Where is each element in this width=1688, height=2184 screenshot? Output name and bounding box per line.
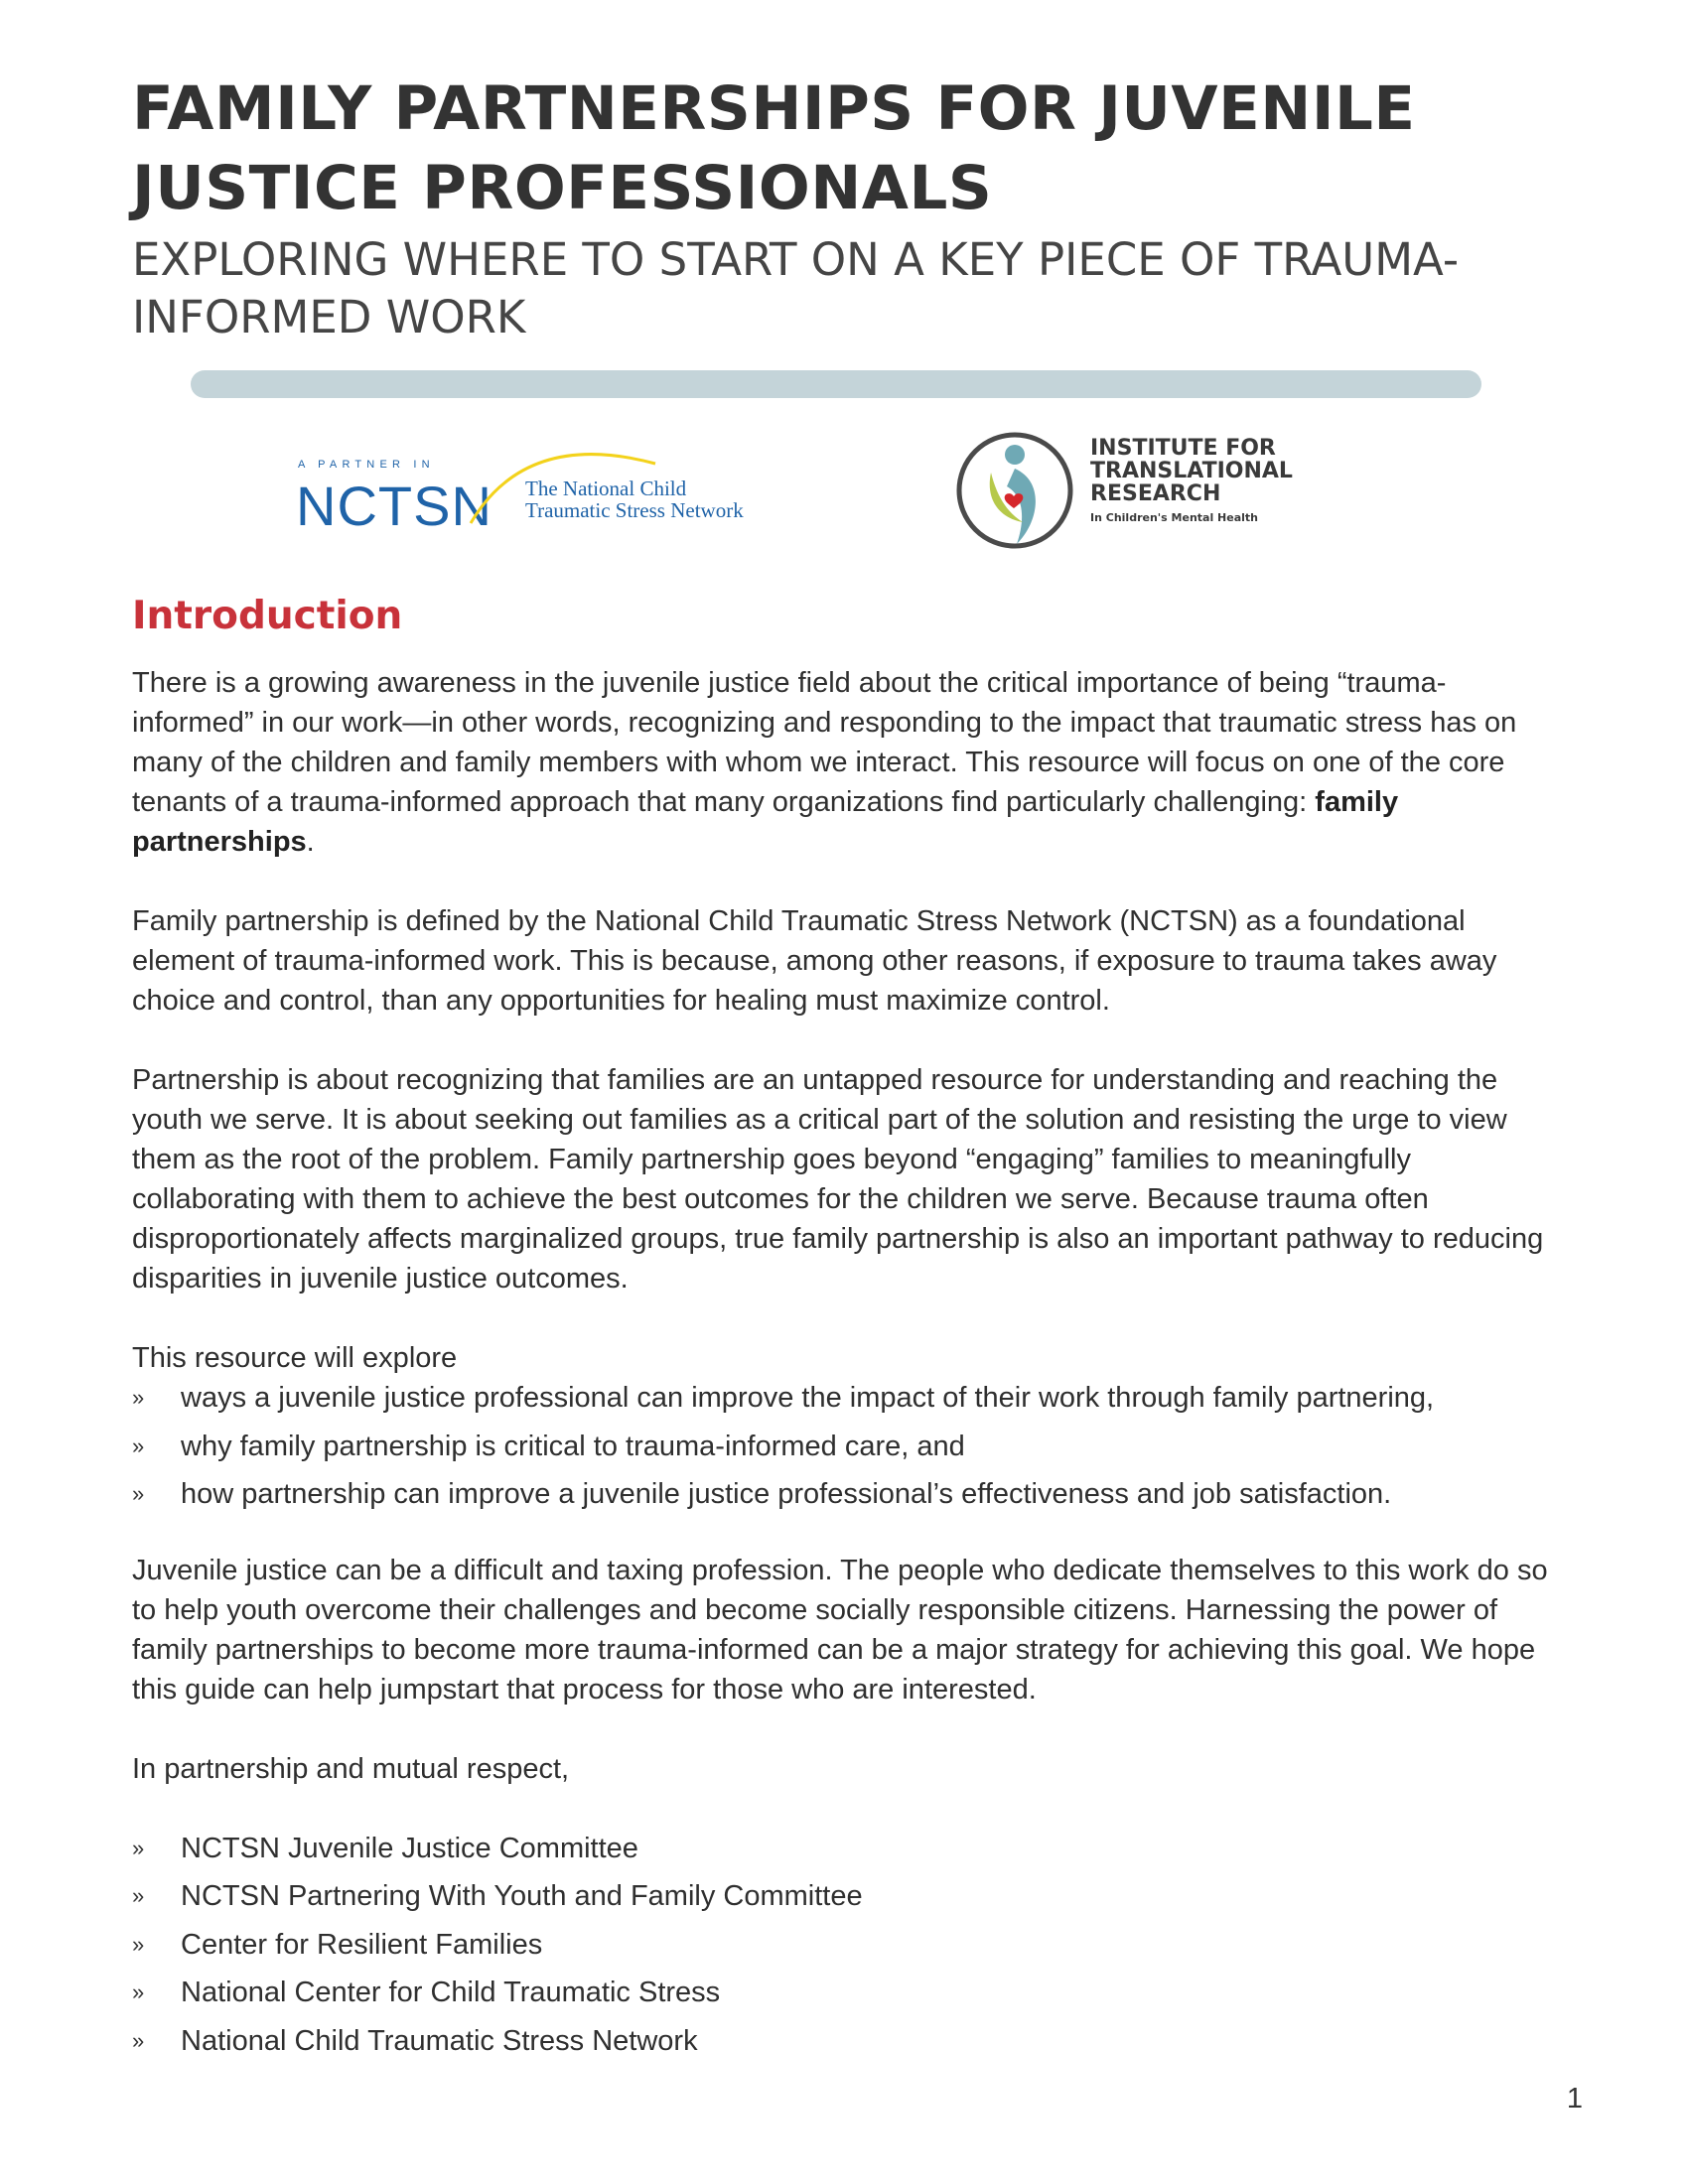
bullet-icon: »: [132, 2027, 145, 2053]
nctsn-partner-text: A PARTNER IN: [298, 459, 435, 471]
list-item-text: how partnership can improve a juvenile justice professional’s effectiveness and job satisfaction.: [181, 1478, 1392, 1510]
list-item-text: National Child Traumatic Stress Network: [181, 2024, 698, 2057]
list-item-text: why family partnership is critical to trauma-informed care, and: [181, 1430, 965, 1462]
list-item-text: Center for Resilient Families: [181, 1928, 543, 1961]
introduction-body: [132, 663, 1567, 2069]
itr-name: [1090, 437, 1293, 505]
paragraph-1-bold: family partnerships: [132, 786, 1399, 858]
list-item: [132, 1474, 1567, 1514]
bullet-icon: »: [132, 1481, 145, 1506]
header-divider: [191, 370, 1481, 398]
itr-name-line3: RESEARCH: [1090, 481, 1221, 506]
paragraph-2: Family partnership is defined by the National Child Traumatic Stress Network (NCTSN) as a foundational element of trauma-informed work. This is because, among other reasons, if exposure to trauma takes away choice and control, than any opportunities for healing must maximize control.: [132, 905, 1497, 1017]
list-item-text: NCTSN Juvenile Justice Committee: [181, 1832, 638, 1864]
bullet-icon: »: [132, 1835, 145, 1860]
paragraph-1: [132, 663, 1567, 862]
list-item-text: National Center for Child Traumatic Stress: [181, 1977, 721, 2008]
itr-tagline: In Children's Mental Health: [1090, 511, 1259, 524]
bullet-icon: »: [132, 1433, 145, 1458]
list-item-text: NCTSN Partnering With Youth and Family Committee: [181, 1880, 863, 1912]
closing-line: In partnership and mutual respect,: [132, 1752, 570, 1785]
list-item: [132, 1973, 1567, 2012]
section-heading-introduction: Introduction: [132, 594, 403, 638]
list-item-text: ways a juvenile justice professional can improve the impact of their work through family partnering,: [181, 1382, 1435, 1414]
document-title: FAMILY PARTNERSHIPS FOR JUVENILE JUSTICE PROFESSIONALS: [132, 73, 1416, 223]
paragraph-3: Partnership is about recognizing that families are an untapped resource for understanding and reaching the youth we serve. It is about seeking out families as a critical part of the solution and resisting the urge to view them as the root of the problem. Family partnership goes beyond “engaging” families to meaningfully collaborating with them to achieve the best outcomes for the children we serve. Because trauma often disproportionately affects marginalized groups, true family partnership is also an important pathway to reducing disparities in juvenile justice outcomes.: [132, 1064, 1544, 1295]
paragraph-4: Juvenile justice can be a difficult and taxing profession. The people who dedicate themselves to this work do so to help youth overcome their challenges and become socially responsible citizens. Harnessing the power of family partnerships to become more trauma-informed can be a major strategy for achieving this goal. We hope this guide can help jumpstart that process for those who are interested.: [132, 1554, 1548, 1706]
bullet-icon: »: [132, 1931, 145, 1957]
bullet-icon: »: [132, 1883, 145, 1908]
explore-lead: This resource will explore: [132, 1342, 458, 1374]
page-number: 1: [1566, 2083, 1583, 2115]
itr-name-line2: TRANSLATIONAL: [1090, 459, 1293, 483]
signers-list: [132, 1829, 1567, 2061]
paragraph-1-text: There is a growing awareness in the juvenile justice field about the critical importance of being “trauma-informed” in our work—in other words, recognizing and responding to the impact that traumatic stress has on many of the children and family members with whom we interact. This resource will focus on one of the core tenants of a trauma-informed approach that many organizations find particularly challenging:: [132, 667, 1517, 818]
itr-logo: [955, 427, 1333, 558]
nctsn-logo: [296, 439, 753, 538]
nctsn-full-name: [525, 478, 744, 521]
list-item: [132, 1378, 1567, 1418]
document-subtitle: EXPLORING WHERE TO START ON A KEY PIECE OF TRAUMA-INFORMED WORK: [132, 233, 1460, 343]
nctsn-name-line1: The National Child: [525, 477, 687, 500]
bullet-icon: »: [132, 1385, 145, 1410]
bullet-icon: »: [132, 1979, 145, 2004]
paragraph-1-end: .: [306, 826, 315, 858]
list-item: [132, 1829, 1567, 1868]
nctsn-name-line2: Traumatic Stress Network: [525, 498, 744, 522]
list-item: [132, 1876, 1567, 1916]
explore-list: [132, 1378, 1567, 1514]
nctsn-acronym: NCTSN: [296, 475, 492, 537]
itr-name-line1: INSTITUTE FOR: [1090, 436, 1276, 461]
itr-emblem-icon: [955, 427, 1078, 556]
list-item: [132, 1925, 1567, 1965]
list-item: [132, 1427, 1567, 1466]
list-item: [132, 2021, 1567, 2061]
